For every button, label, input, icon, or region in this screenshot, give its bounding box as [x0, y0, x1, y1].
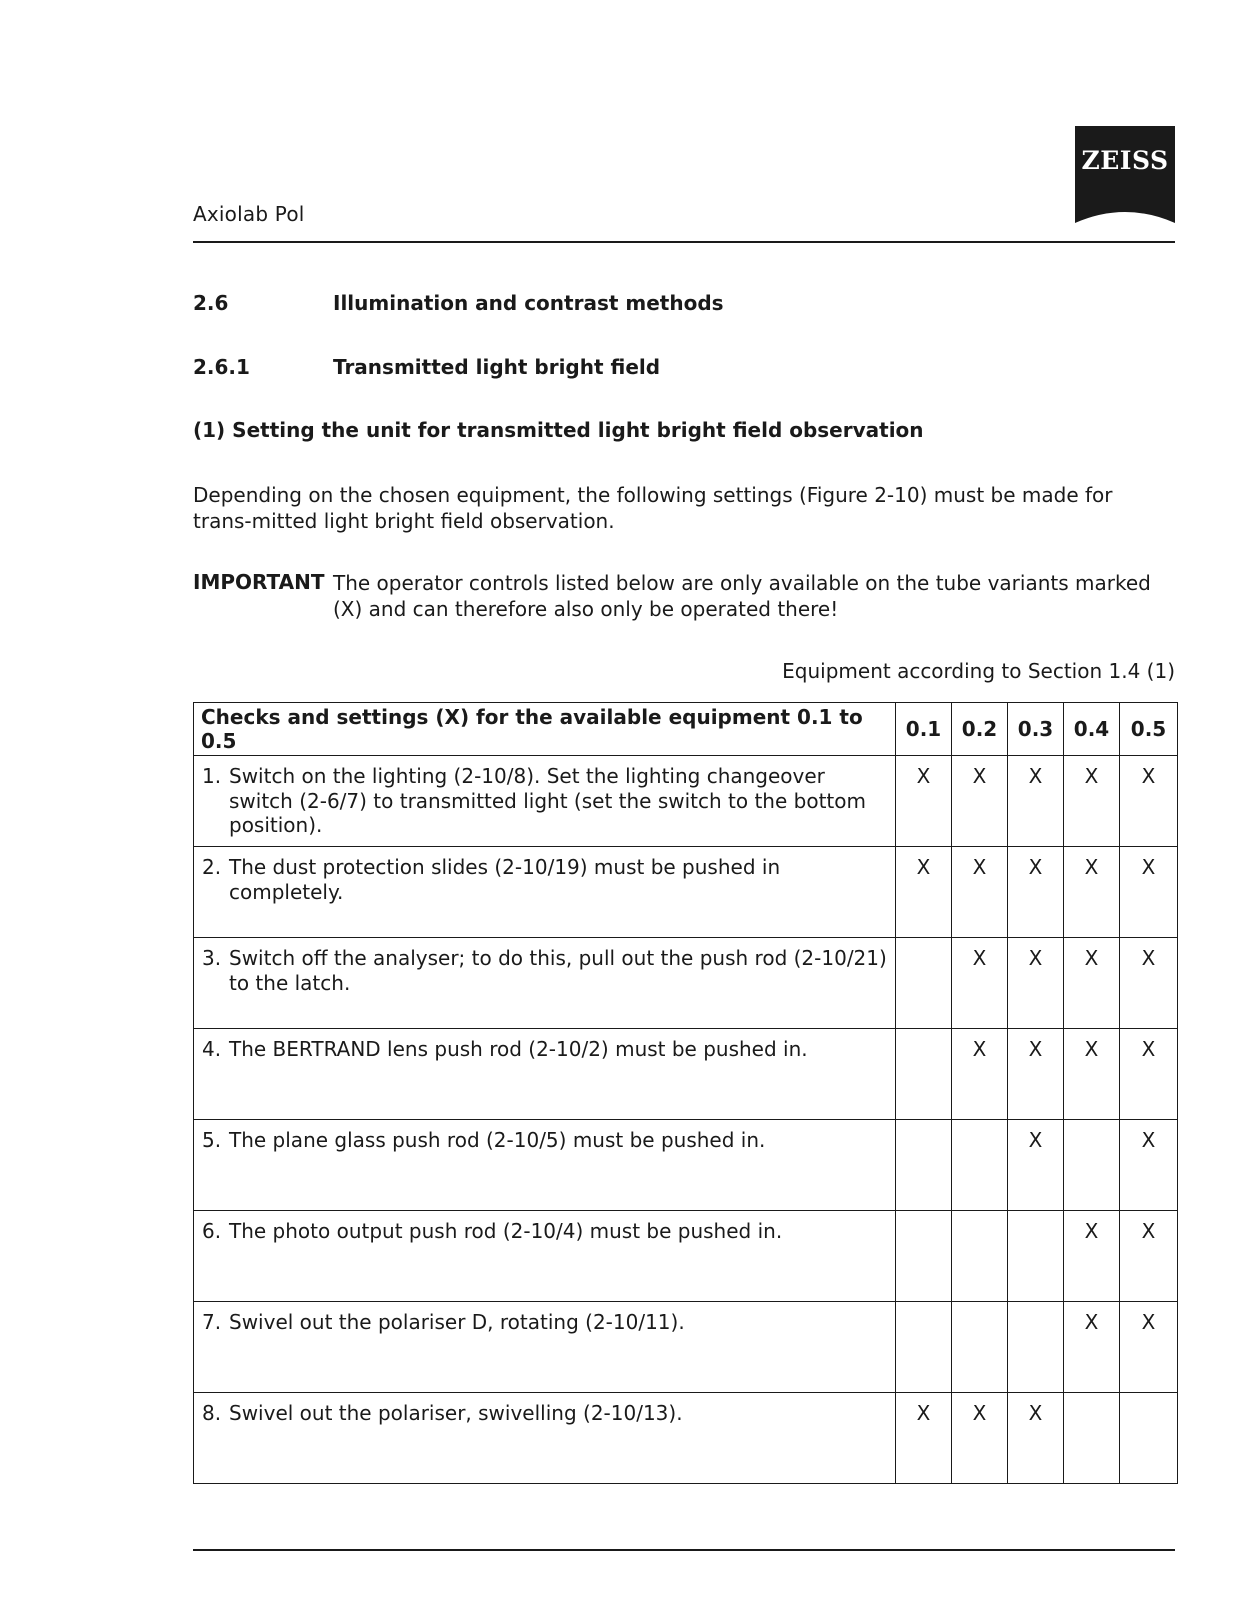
row-description	[194, 1302, 896, 1393]
row-text: The BERTRAND lens push rod (2-10/2) must be pushed in.	[229, 1037, 808, 1061]
row-description	[194, 1120, 896, 1211]
intro-paragraph: Depending on the chosen equipment, the following settings (Figure 2-10) must be made for trans-mitted light bright field observation.	[193, 483, 1113, 533]
row-mark	[1008, 1302, 1064, 1393]
table-row	[194, 756, 1178, 847]
row-mark: X	[952, 1029, 1008, 1120]
row-mark: X	[1064, 1211, 1120, 1302]
row-mark	[896, 1211, 952, 1302]
row-description	[194, 847, 896, 938]
subsection-title: Transmitted light bright field	[333, 355, 661, 379]
equipment-note: Equipment according to Section 1.4 (1)	[782, 659, 1175, 683]
important-label: IMPORTANT	[193, 570, 325, 594]
row-mark: X	[1008, 938, 1064, 1029]
table-header-checks: Checks and settings (X) for the available equipment 0.1 to 0.5	[194, 703, 896, 756]
row-mark	[896, 1302, 952, 1393]
row-mark	[1064, 1120, 1120, 1211]
row-mark: X	[952, 756, 1008, 847]
row-mark	[952, 1120, 1008, 1211]
footer-divider	[193, 1549, 1175, 1551]
row-mark: X	[1008, 1393, 1064, 1484]
table-row	[194, 1211, 1178, 1302]
row-mark: X	[1064, 847, 1120, 938]
settings-table	[193, 702, 1178, 1484]
row-mark: X	[952, 938, 1008, 1029]
row-mark: X	[952, 1393, 1008, 1484]
row-mark: X	[1064, 756, 1120, 847]
row-number: 7.	[202, 1310, 222, 1334]
table-row	[194, 1029, 1178, 1120]
table-header-col-0.5: 0.5	[1120, 703, 1178, 756]
row-mark: X	[1120, 938, 1178, 1029]
row-mark: X	[1120, 1120, 1178, 1211]
section-title: Illumination and contrast methods	[333, 291, 724, 315]
row-description	[194, 1029, 896, 1120]
row-mark: X	[1120, 1211, 1178, 1302]
logo-shape	[1075, 126, 1175, 226]
table-row	[194, 938, 1178, 1029]
row-mark: X	[952, 847, 1008, 938]
row-mark: X	[1120, 1302, 1178, 1393]
row-number: 8.	[202, 1401, 222, 1425]
row-text: Swivel out the polariser D, rotating (2-10/11).	[229, 1310, 685, 1334]
row-mark	[952, 1211, 1008, 1302]
row-mark: X	[1064, 1302, 1120, 1393]
row-mark: X	[1120, 847, 1178, 938]
row-mark: X	[1008, 756, 1064, 847]
section-number: 2.6	[193, 291, 229, 315]
row-text: Swivel out the polariser, swivelling (2-10/13).	[229, 1401, 683, 1425]
row-number: 1.	[202, 764, 222, 788]
row-text: The plane glass push rod (2-10/5) must be pushed in.	[229, 1128, 766, 1152]
table-header-row	[194, 703, 1178, 756]
row-number: 5.	[202, 1128, 222, 1152]
subsection-number: 2.6.1	[193, 355, 250, 379]
row-mark: X	[1008, 847, 1064, 938]
table-row	[194, 1120, 1178, 1211]
table-row	[194, 1302, 1178, 1393]
row-description	[194, 1393, 896, 1484]
important-text: The operator controls listed below are only available on the tube variants marked (X) and can therefore also only be operated there!	[333, 571, 1151, 621]
row-number: 3.	[202, 946, 222, 970]
row-mark: X	[1120, 1029, 1178, 1120]
row-mark: X	[896, 756, 952, 847]
row-description	[194, 1211, 896, 1302]
table-header-col-0.4: 0.4	[1064, 703, 1120, 756]
logo-text: ZEISS	[1081, 146, 1169, 175]
row-mark: X	[1008, 1120, 1064, 1211]
row-mark	[1120, 1393, 1178, 1484]
procedure-heading: (1) Setting the unit for transmitted light bright field observation	[193, 418, 924, 442]
row-mark	[896, 1120, 952, 1211]
row-mark: X	[896, 1393, 952, 1484]
row-text: The photo output push rod (2-10/4) must be pushed in.	[229, 1219, 783, 1243]
header-divider	[193, 241, 1175, 243]
row-text: Switch on the lighting (2-10/8). Set the lighting changeover switch (2-6/7) to transmitted light (set the switch to the bottom position).	[229, 764, 866, 837]
row-mark	[896, 1029, 952, 1120]
zeiss-logo	[1075, 126, 1175, 226]
table-header-col-0.2: 0.2	[952, 703, 1008, 756]
row-mark: X	[1008, 1029, 1064, 1120]
row-mark	[952, 1302, 1008, 1393]
row-mark: X	[1064, 1029, 1120, 1120]
table-header-col-0.3: 0.3	[1008, 703, 1064, 756]
row-mark	[1064, 1393, 1120, 1484]
document-title: Axiolab Pol	[193, 202, 305, 226]
row-number: 6.	[202, 1219, 222, 1243]
row-description	[194, 938, 896, 1029]
row-mark	[1008, 1211, 1064, 1302]
row-mark	[896, 938, 952, 1029]
row-mark: X	[1120, 756, 1178, 847]
row-text: Switch off the analyser; to do this, pull out the push rod (2-10/21) to the latch.	[229, 946, 887, 995]
row-text: The dust protection slides (2-10/19) must be pushed in completely.	[229, 855, 781, 904]
row-mark: X	[896, 847, 952, 938]
table-row	[194, 1393, 1178, 1484]
row-number: 2.	[202, 855, 222, 879]
row-description	[194, 756, 896, 847]
row-mark: X	[1064, 938, 1120, 1029]
row-number: 4.	[202, 1037, 222, 1061]
table-header-col-0.1: 0.1	[896, 703, 952, 756]
table-row	[194, 847, 1178, 938]
